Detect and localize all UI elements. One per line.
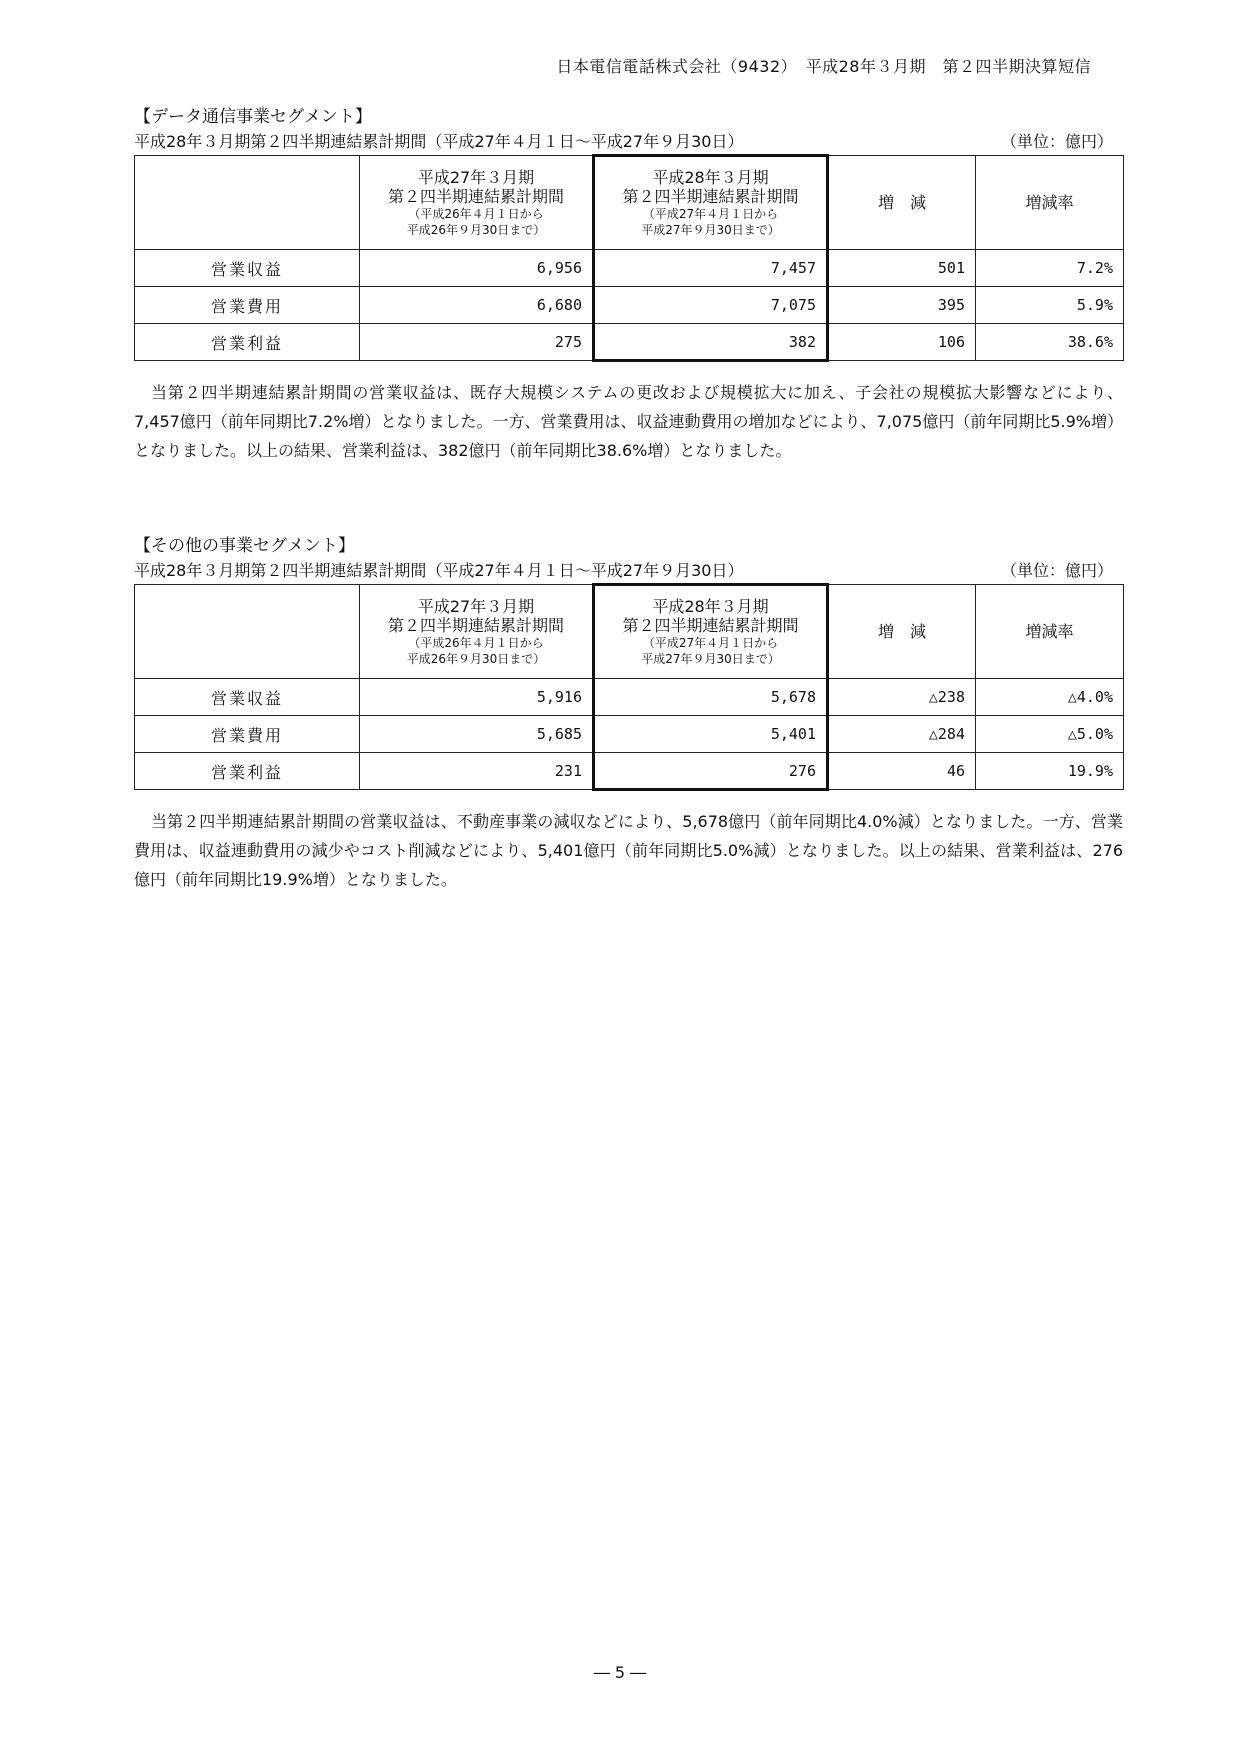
table-row [135,250,1124,287]
change-value: 46 [828,753,976,790]
cur-value: 382 [594,324,828,361]
prev-note-2: 平成26年９月30日まで） [406,651,546,666]
change-header: 増 減 [828,156,976,250]
cur-note-1: （平成27年４月１日から [642,636,779,650]
period-line [134,559,1123,583]
corner-cell [135,585,360,679]
period-text: 平成28年３月期第２四半期連結累計期間（平成27年４月１日～平成27年９月30日） [134,561,744,580]
prev-note-1: （平成26年４月１日から [408,635,544,650]
unit-text: （単位：億円） [1000,561,1113,580]
prev-period-header [360,156,594,250]
cur-value: 7,457 [594,250,828,287]
cur-title-1: 平成28年３月期 [652,597,769,616]
segment-table [134,583,1124,791]
row-label: 営業利益 [135,753,360,790]
prev-title-1: 平成27年３月期 [417,167,535,187]
other-business-segment [134,533,1123,894]
prev-title-1: 平成27年３月期 [417,596,535,616]
corner-cell [135,156,360,250]
prev-value: 5,685 [360,716,594,753]
data-communications-segment [134,104,1123,465]
cur-note-2: 平成27年９月30日まで） [641,223,780,237]
table-header-row [135,156,1124,250]
change-value: 501 [828,250,976,287]
document-header: 日本電信電話株式会社（9432） 平成28年３月期 第２四半期決算短信 [556,57,1091,76]
page-number: ― 5 ― [593,1663,647,1682]
prev-note-2: 平成26年９月30日まで） [406,222,546,237]
change-value: △238 [828,679,976,716]
prev-value: 6,956 [360,250,594,287]
cur-period-header [594,156,828,250]
prev-period-header [360,585,594,679]
rate-value: 38.6% [976,324,1124,361]
section-title: 【その他の事業セグメント】 [134,536,355,556]
prev-title-2: 第２四半期連結累計期間 [387,186,564,206]
change-rate-header: 増減率 [976,585,1124,679]
unit-text: （単位：億円） [1000,132,1113,151]
rate-value: 5.9% [976,287,1124,324]
cur-title-2: 第２四半期連結累計期間 [622,187,799,206]
segment-description: 当第２四半期連結累計期間の営業収益は、不動産事業の減収などにより、5,678億円（前年同期比4.0%減）となりました。一方、営業費用は、収益連動費用の減少やコスト削減などにより、5,401億円（前年同期比5.0%減）となりました。以上の結果、営業利益は、276億円（前年同期比19.9%増）となりました。 [134,812,1123,889]
cur-title-2: 第２四半期連結累計期間 [622,616,799,635]
table-row [135,753,1124,790]
change-value: 395 [828,287,976,324]
cur-note-1: （平成27年４月１日から [642,207,779,221]
segment-description: 当第２四半期連結累計期間の営業収益は、既存大規模システムの更改および規模拡大に加え、子会社の規模拡大影響などにより、7,457億円（前年同期比7.2%増）となりました。一方、営業費用は、収益連動費用の増加などにより、7,075億円（前年同期比5.9%増）となりました。以上の結果、営業利益は、382億円（前年同期比38.6%増）となりました。 [134,383,1123,460]
prev-value: 275 [360,324,594,361]
period-text: 平成28年３月期第２四半期連結累計期間（平成27年４月１日～平成27年９月30日） [134,132,744,151]
row-label: 営業費用 [135,287,360,324]
table-row [135,324,1124,361]
prev-title-2: 第２四半期連結累計期間 [387,615,564,635]
rate-value: 7.2% [976,250,1124,287]
row-label: 営業収益 [135,679,360,716]
cur-title-1: 平成28年３月期 [652,168,769,187]
row-label: 営業費用 [135,716,360,753]
cur-value: 5,678 [594,679,828,716]
cur-note-2: 平成27年９月30日まで） [641,652,780,666]
period-line [134,130,1123,154]
change-rate-header: 増減率 [976,156,1124,250]
change-header: 増 減 [828,585,976,679]
change-value: 106 [828,324,976,361]
prev-value: 231 [360,753,594,790]
section-title: 【データ通信事業セグメント】 [134,107,372,127]
cur-value: 7,075 [594,287,828,324]
table-row [135,679,1124,716]
rate-value: △4.0% [976,679,1124,716]
rate-value: △5.0% [976,716,1124,753]
table-row [135,287,1124,324]
row-label: 営業利益 [135,324,360,361]
cur-value: 276 [594,753,828,790]
row-label: 営業収益 [135,250,360,287]
table-header-row [135,585,1124,679]
segment-table [134,154,1124,362]
prev-value: 6,680 [360,287,594,324]
prev-note-1: （平成26年４月１日から [408,206,544,221]
table-row [135,716,1124,753]
prev-value: 5,916 [360,679,594,716]
change-value: △284 [828,716,976,753]
cur-period-header [594,585,828,679]
cur-value: 5,401 [594,716,828,753]
rate-value: 19.9% [976,753,1124,790]
